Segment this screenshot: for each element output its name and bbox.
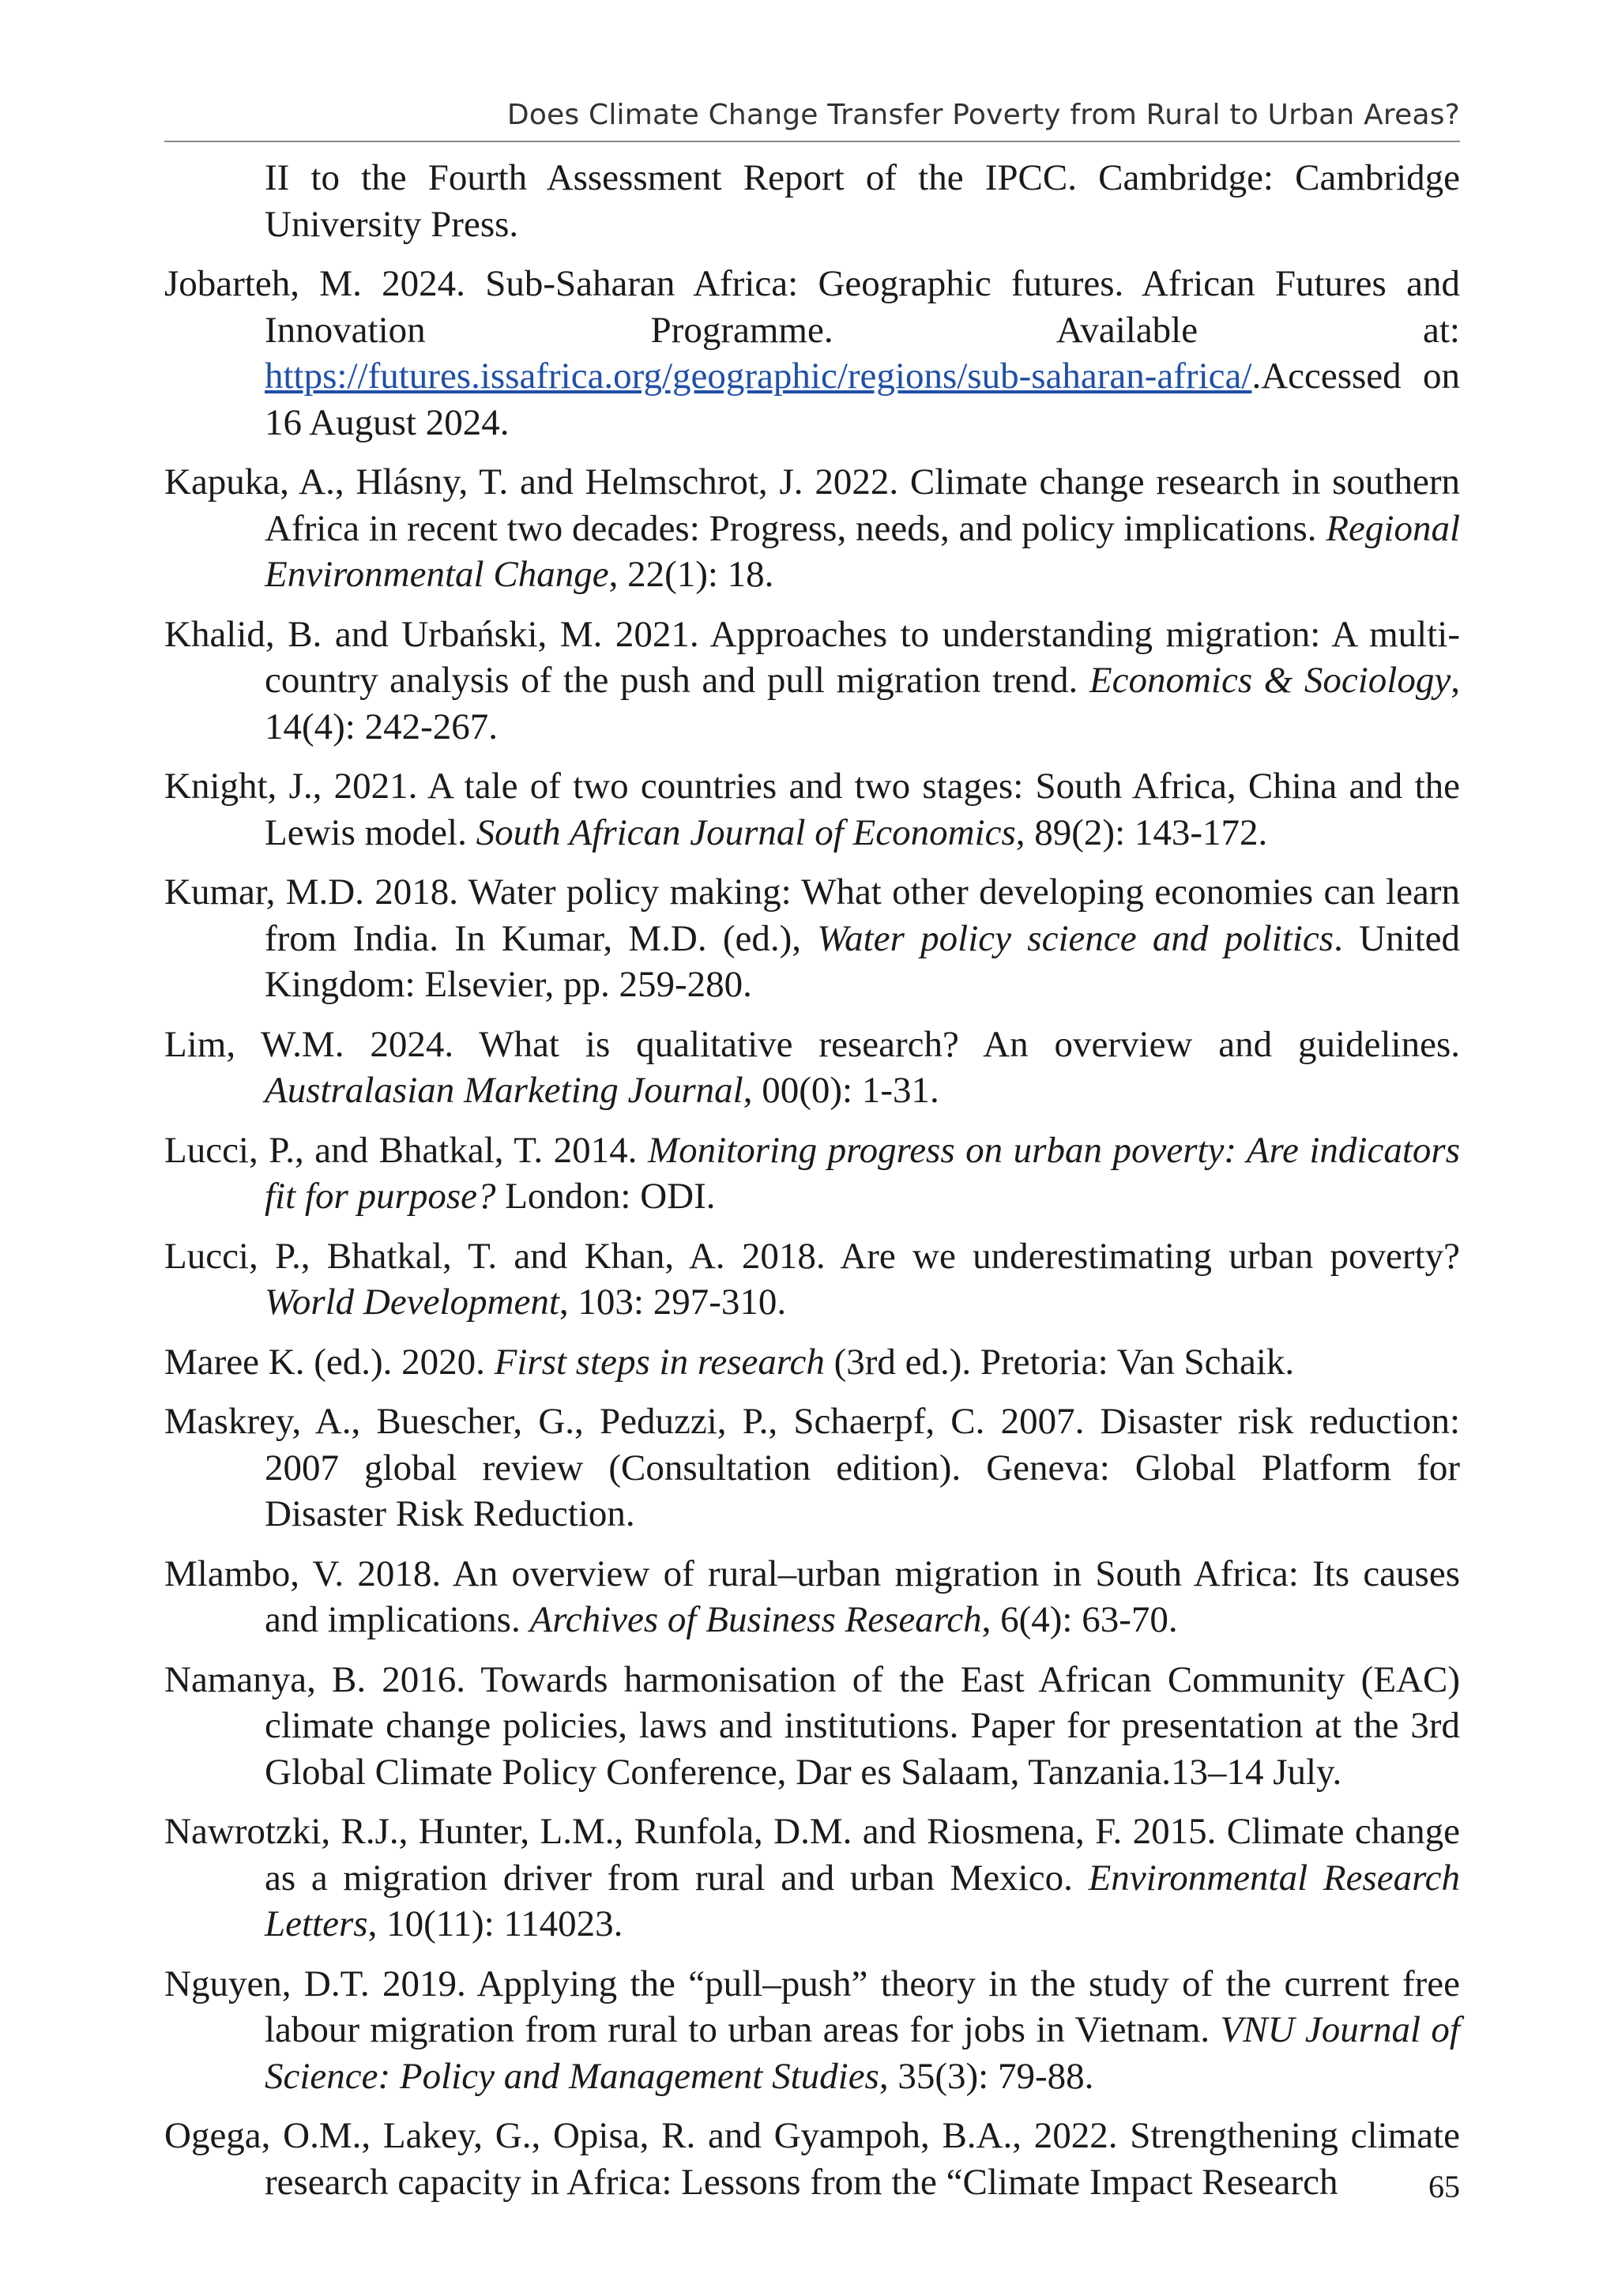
reference-text: Nawrotzki, R.J., Hunter, L.M., Runfola, D.M. and Riosmena, F. 2015. Climate change as a migration driver from rural and urban Mexico. <box>164 1811 1460 1899</box>
header-rule <box>164 141 1460 142</box>
reference-text: Lucci, P., Bhatkal, T. and Khan, A. 2018. Are we underestimating urban poverty? <box>164 1235 1460 1277</box>
reference-text: Kapuka, A., Hlásny, T. and Helmschrot, J. 2022. Climate change research in southern Africa in recent two decades: Progress, needs, and policy implications. <box>164 461 1460 549</box>
reference-text: .Accessed on 16 August 2024. <box>265 356 1460 443</box>
reference-text: Lucci, P., and Bhatkal, T. 2014. <box>164 1129 648 1171</box>
reference-italic-title: World Development <box>265 1282 559 1323</box>
reference-entry <box>164 869 1460 1008</box>
reference-text: Kumar, M.D. 2018. Water policy making: What other developing economies can learn from India. In Kumar, M.D. (ed.), <box>164 871 1460 959</box>
reference-text: Jobarteh, M. 2024. Sub-Saharan Africa: Geographic futures. African Futures and Innovation Programme. Available at: <box>164 263 1460 351</box>
reference-italic-title: Archives of Business Research <box>529 1599 982 1640</box>
reference-text: (3rd ed.). Pretoria: Van Schaik. <box>824 1341 1295 1383</box>
reference-entry <box>164 261 1460 446</box>
reference-text: Ogega, O.M., Lakey, G., Opisa, R. and Gyampoh, B.A., 2022. Strengthening climate research capacity in Africa: Lessons from the “Climate Impact Research <box>164 2115 1460 2203</box>
reference-entry <box>164 1127 1460 1220</box>
reference-entry <box>164 612 1460 751</box>
page-number: 65 <box>1428 2169 1460 2204</box>
reference-text: , 35(3): 79-88. <box>879 2055 1094 2097</box>
reference-text: , 22(1): 18. <box>608 554 774 595</box>
reference-text: Maskrey, A., Buescher, G., Peduzzi, P., Schaerpf, C. 2007. Disaster risk reduction: 2007 global review (Consultation edition). Geneva: Global Platform for Disaster Risk Reduction. <box>164 1401 1460 1534</box>
reference-italic-title: VNU Journal of Science: Policy and Management Studies <box>265 2009 1460 2097</box>
reference-text: Nguyen, D.T. 2019. Applying the “pull–push” theory in the study of the current free labour migration from rural to urban areas for jobs in Vietnam. <box>164 1963 1460 2050</box>
reference-link[interactable]: https://futures.issafrica.org/geographic/regions/sub-saharan-africa/ <box>265 356 1252 397</box>
reference-italic-title: First steps in research <box>494 1341 825 1383</box>
reference-text: Lim, W.M. 2024. What is qualitative research? An overview and guidelines. <box>164 1023 1460 1065</box>
reference-text: Mlambo, V. 2018. An overview of rural–urban migration in South Africa: Its causes and implications. <box>164 1553 1460 1640</box>
reference-italic-title: South African Journal of Economics <box>476 811 1016 853</box>
reference-italic-title: Regional Environmental Change <box>265 507 1460 595</box>
reference-text: . United Kingdom: Elsevier, pp. 259-280. <box>265 917 1461 1005</box>
reference-entry <box>164 1233 1460 1326</box>
reference-text: Knight, J., 2021. A tale of two countries and two stages: South Africa, China and the Lewis model. <box>164 766 1460 853</box>
reference-entry <box>164 1961 1460 2100</box>
reference-entry <box>164 1339 1460 1386</box>
reference-entry <box>164 1809 1460 1948</box>
reference-italic-title: Economics & Sociology <box>1089 660 1451 701</box>
running-head: Does Climate Change Transfer Poverty from Rural to Urban Areas? <box>506 99 1460 131</box>
reference-entry <box>164 1657 1460 1796</box>
reference-text: Namanya, B. 2016. Towards harmonisation of the East African Community (EAC) climate change policies, laws and institutions. Paper for presentation at the 3rd Global Climate Policy Conference, Dar es Salaam, Tanzania.13–14 July. <box>164 1658 1460 1793</box>
reference-entry <box>164 1551 1460 1643</box>
reference-entry <box>164 1022 1460 1114</box>
reference-entry <box>164 2113 1460 2205</box>
reference-list <box>164 155 1460 2219</box>
reference-entry <box>164 1398 1460 1538</box>
reference-text: , 103: 297-310. <box>559 1282 787 1323</box>
reference-text: , 14(4): 242-267. <box>265 660 1460 747</box>
reference-entry <box>164 763 1460 856</box>
reference-text: London: ODI. <box>495 1176 716 1217</box>
reference-text: , 6(4): 63-70. <box>981 1599 1178 1640</box>
reference-text: , 10(11): 114023. <box>367 1903 623 1944</box>
reference-continuation <box>164 155 1460 247</box>
reference-text: Khalid, B. and Urbański, M. 2021. Approaches to understanding migration: A multi-country analysis of the push and pull migration trend. <box>164 613 1460 701</box>
reference-text: , 89(2): 143-172. <box>1015 811 1268 853</box>
reference-text: , 00(0): 1-31. <box>743 1070 939 1111</box>
reference-text: II to the Fourth Assessment Report of the IPCC. Cambridge: Cambridge University Press. <box>265 157 1460 245</box>
reference-italic-title: Monitoring progress on urban poverty: Are indicators fit for purpose? <box>265 1129 1460 1217</box>
reference-italic-title: Environmental Research Letters <box>265 1857 1460 1944</box>
reference-entry <box>164 459 1460 598</box>
reference-italic-title: Water policy science and politics <box>817 917 1334 959</box>
reference-italic-title: Australasian Marketing Journal <box>265 1070 743 1111</box>
reference-text: Maree K. (ed.). 2020. <box>164 1341 495 1383</box>
